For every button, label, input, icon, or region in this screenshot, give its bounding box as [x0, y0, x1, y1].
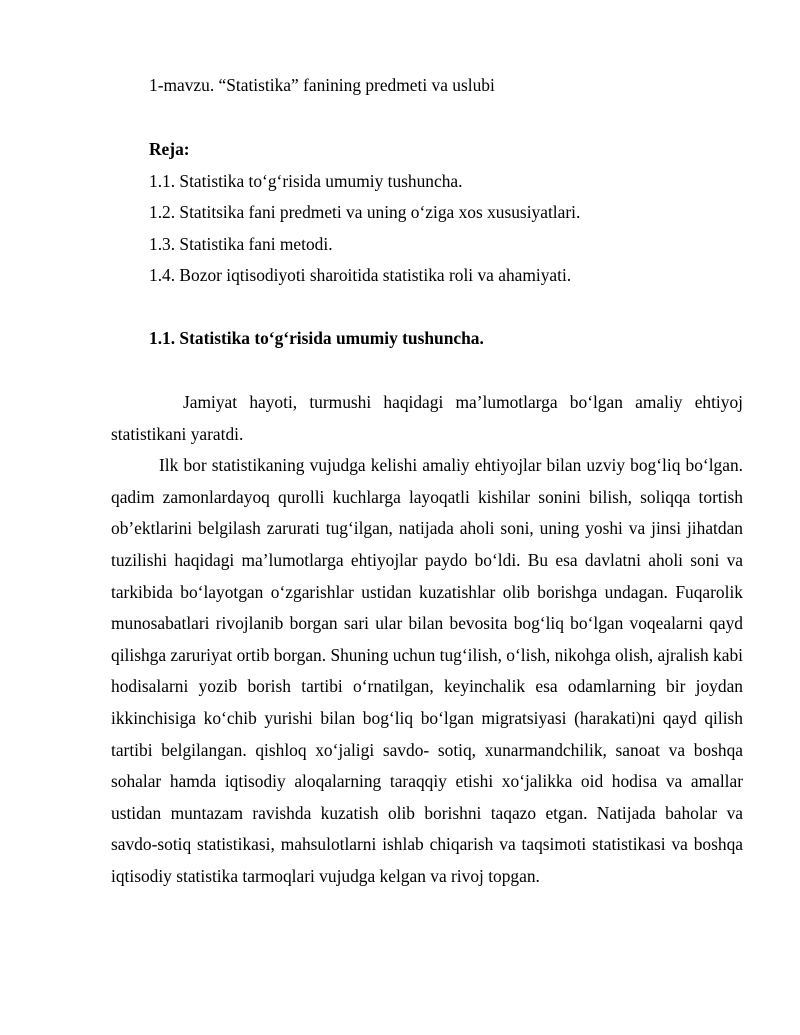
plan-item: 1.2. Statitsika fani predmeti va uning o‘ziga xos xususiyatlari.	[149, 202, 581, 222]
plan-item: 1.1. Statistika to‘g‘risida umumiy tushuncha.	[149, 171, 463, 191]
plan-item: 1.4. Bozor iqtisodiyoti sharoitida statistika roli va ahamiyati.	[149, 265, 572, 285]
plan-item: 1.3. Statistika fani metodi.	[149, 234, 333, 254]
paragraph: Ilk bor statistikaning vujudga kelishi amaliy ehtiyojlar bilan uzviy bog‘liq bo‘lgan. qadim zamonlardayoq qurolli kuchlarga layoqatli kishilar sonini bilish, soliqqa tortish ob’ektlarini belgilash zarurati tug‘ilgan, natijada aholi soni, uning yoshi va jinsi jihatdan tuzilishi haqidagi ma’lumotlarga ehtiyojlar paydo bo‘ldi. Bu esa davlatni aholi soni va tarkibida bo‘layotgan o‘zgarishlar ustidan kuzatishlar olib borishga undagan. Fuqarolik munosabatlari rivojlanib borgan sari ular bilan bevosita bog‘liq bo‘lgan voqealarni qayd qilishga zaruriyat ortib borgan. Shuning uchun tug‘ilish, o‘lish, nikohga olish, ajralish kabi hodisalarni yozib borish tartibi o‘rnatilgan, keyinchalik esa odamlarning bir joydan ikkinchisiga ko‘chib yurishi bilan bog‘liq bo‘lgan migratsiyasi (harakati)ni qayd qilish tartibi belgilangan. qishloq xo‘jaligi savdo- sotiq, xunarmandchilik, sanoat va boshqa sohalar hamda iqtisodiy aloqalarning taraqqiy etishi xo‘jalikka oid hodisa va amallar ustidan muntazam ravishda kuzatish olib borishni taqazo etgan. Natijada baholar va savdo-sotiq statistikasi, mahsulotlarni ishlab chiqarish va taqsimoti statistikasi va boshqa iqtisodiy statistika tarmoqlari vujudga kelgan va rivoj topgan.	[111, 455, 743, 886]
section-heading: 1.1. Statistika to‘g‘risida umumiy tushuncha.	[149, 328, 484, 348]
plan-heading: Reja:	[149, 139, 190, 159]
topic-title: 1-mavzu. “Statistika” fanining predmeti va uslubi	[149, 75, 495, 95]
paragraph: Jamiyat hayoti, turmushi haqidagi ma’lumotlarga bo‘lgan amaliy ehtiyoj statistikani yaratdi.	[111, 392, 743, 444]
body-text	[111, 387, 743, 893]
